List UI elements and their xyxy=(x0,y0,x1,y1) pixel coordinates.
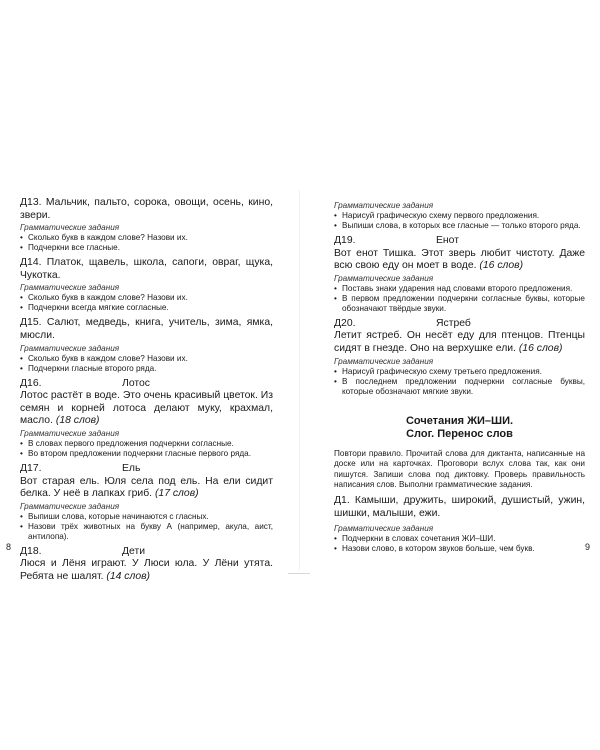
section-title xyxy=(334,415,585,441)
dictation-d20 xyxy=(334,318,585,397)
word-count: (18 слов) xyxy=(55,415,100,427)
dictation-d15 xyxy=(20,317,273,373)
word-count: (16 слов) xyxy=(479,260,524,272)
task-item: • В словах первого предложения подчеркни согласные. xyxy=(20,439,273,449)
right-page xyxy=(300,0,600,750)
gutter-mark xyxy=(288,573,310,574)
carryover-tasks xyxy=(334,201,585,231)
word-count: (16 слов) xyxy=(518,342,563,354)
section-title-line: Слог. Перенос слов xyxy=(406,427,513,440)
dictation-d14 xyxy=(20,257,273,313)
word-count: (17 слов) xyxy=(154,488,199,500)
dictation-text: Летит ястреб. Он несёт еду для птенцов. Птенцы сидят в гнезде. Оно на верхушке ели. (16 слов) xyxy=(334,330,585,354)
dictation-text: Д15. Салют, медведь, книга, учитель, зима, ямка, мюсли. xyxy=(20,317,273,341)
dictation-heading xyxy=(20,546,273,559)
dictation-d1 xyxy=(334,495,585,554)
left-column xyxy=(20,197,273,586)
tasks-title: Грамматические задания xyxy=(20,428,120,438)
dictation-number: Д16. xyxy=(20,377,42,389)
task-item: • Во втором предложении подчеркни гласные первого ряда. xyxy=(20,449,273,459)
word-count: (14 слов) xyxy=(106,570,151,582)
tasks-title: Грамматические задания xyxy=(334,273,434,283)
task-item: • Подчеркни гласные второго ряда. xyxy=(20,364,273,374)
task-list xyxy=(20,293,273,313)
task-item: • Назови слово, в котором звуков больше, чем букв. xyxy=(334,544,585,554)
task-item: • Выпиши слова, которые начинаются с гласных. xyxy=(20,512,273,522)
task-item: • Подчеркни в словах сочетания ЖИ–ШИ. xyxy=(334,534,585,544)
task-list xyxy=(334,211,585,231)
dictation-heading xyxy=(20,463,273,476)
dictation-heading xyxy=(20,378,273,391)
tasks-title: Грамматические задания xyxy=(20,343,120,353)
tasks-title: Грамматические задания xyxy=(334,356,434,366)
dictation-number: Д19. xyxy=(334,235,356,246)
dictation-title: Дети xyxy=(122,545,146,557)
dictation-heading xyxy=(334,318,585,331)
dictation-text: Д14. Платок, щавель, школа, сапоги, овраг, щука, Чукотка. xyxy=(20,257,273,281)
dictation-d18 xyxy=(20,546,273,584)
task-item: • Сколько букв в каждом слове? Назови их. xyxy=(20,293,273,303)
task-item: • Сколько букв в каждом слове? Назови их. xyxy=(20,354,273,364)
task-list xyxy=(334,367,585,397)
tasks-title: Грамматические задания xyxy=(20,223,120,233)
task-item: • Подчеркни всегда мягкие согласные. xyxy=(20,303,273,313)
dictation-d19 xyxy=(334,235,585,314)
dictation-title: Ястреб xyxy=(436,317,471,329)
task-item: • Поставь знаки ударения над словами второго предложения. xyxy=(334,284,585,294)
task-list xyxy=(20,354,273,374)
task-item: • Нарисуй графическую схему третьего предложения. xyxy=(334,367,585,377)
task-list xyxy=(20,512,273,542)
task-item: • В первом предложении подчеркни согласные буквы, которые обозначают твёрдые звуки. xyxy=(334,294,585,314)
tasks-title: Грамматические задания xyxy=(20,283,120,293)
task-item: • Подчеркни все гласные. xyxy=(20,243,273,253)
dictation-title: Лотос xyxy=(122,377,150,389)
dictation-d17 xyxy=(20,463,273,542)
task-list xyxy=(334,534,585,554)
task-item: • Сколько букв в каждом слове? Назови их. xyxy=(20,233,273,243)
task-list xyxy=(334,284,585,314)
section-title-line: Сочетания ЖИ–ШИ. xyxy=(405,414,514,427)
right-column xyxy=(334,200,585,556)
task-item: • Выпиши слова, в которых все гласные — только второго ряда. xyxy=(334,221,585,231)
dictation-heading xyxy=(334,235,585,248)
page-number: 9 xyxy=(585,542,591,552)
dictation-text: Вот старая ель. Юля села под ель. На ели сидит белка. У неё в лапках гриб. (17 слов) xyxy=(20,475,273,500)
tasks-title: Грамматические задания xyxy=(334,524,434,534)
task-list xyxy=(20,439,273,459)
task-item: • Нарисуй графическую схему первого предложения. xyxy=(334,211,585,221)
rule-instructions: Повтори правило. Прочитай слова для диктанта, написанные на доске или на карточках. Проговори вслух слова так, как они пишутся. Запиши слова под диктовку. Проверь правильность написания слов. Выполни грамматические задания. xyxy=(334,448,585,490)
task-list xyxy=(20,233,273,253)
dictation-text: Лотос растёт в воде. Это очень красивый цветок. Из семян и корней лотоса делают муку, крахмал, масло. (18 слов) xyxy=(20,390,273,427)
dictation-text: Д13. Мальчик, пальто, сорока, овощи, осень, кино, звери. xyxy=(20,197,273,221)
dictation-number: Д17. xyxy=(20,462,42,474)
dictation-number: Д20. xyxy=(334,317,356,329)
page-number: 8 xyxy=(6,542,12,552)
tasks-title: Грамматические задания xyxy=(20,501,120,511)
task-item: • В последнем предложении подчеркни согласные буквы, которые обозначают мягкие звуки. xyxy=(334,377,585,397)
dictation-title: Ель xyxy=(122,462,141,474)
task-item: • Назови трёх животных на букву А (например, акула, аист, антилопа). xyxy=(20,522,273,542)
dictation-text: Люся и Лёня играют. У Люси юла. У Лёни утята. Ребята не шалят. (14 слов) xyxy=(20,558,273,582)
tasks-title: Грамматические задания xyxy=(334,201,434,210)
dictation-text: Вот енот Тишка. Этот зверь любит чистоту. Даже всю свою еду он моет в воде. (16 слов) xyxy=(334,247,585,272)
dictation-text: Д1. Камыши, дружить, широкий, душистый, ужин, шишки, малыши, ежи. xyxy=(334,494,586,519)
dictation-d16 xyxy=(20,378,273,459)
dictation-title: Енот xyxy=(436,235,459,246)
dictation-d13 xyxy=(20,197,273,253)
dictation-number: Д18. xyxy=(20,545,42,557)
